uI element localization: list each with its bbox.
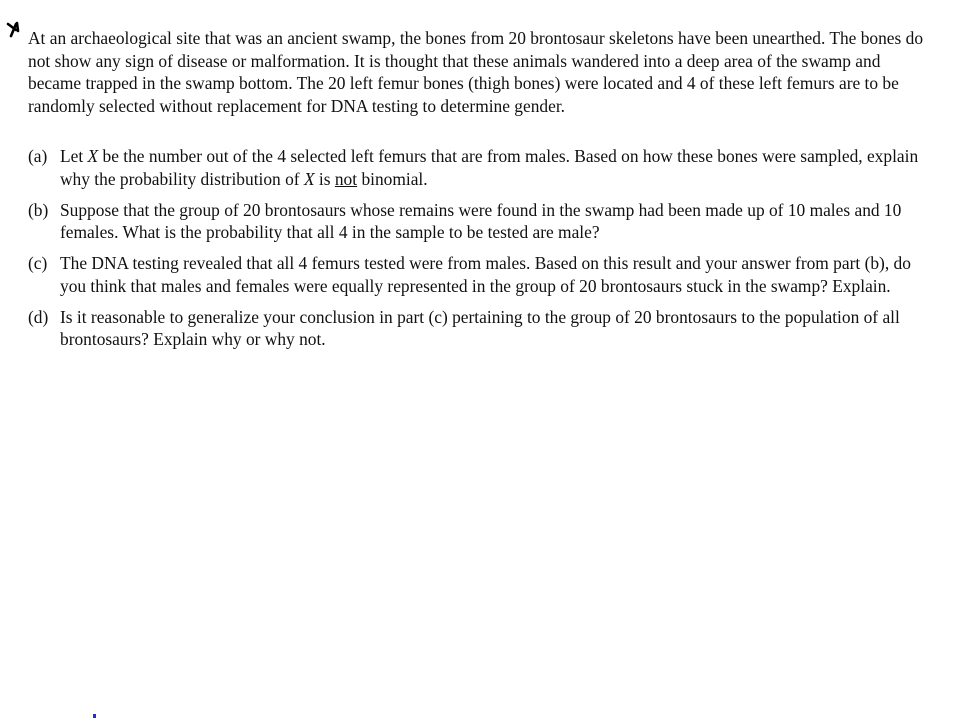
problem-intro: At an archaeological site that was an ancient swamp, the bones from 20 brontosaur skeletons have been unearthed. The bones do not show any sign of disease or malformation. It is thought that these animals wandered into a deep area of the swamp and became trapped in the swamp bottom. The 20 left femur bones (thigh bones) were located and 4 of these left femurs are to be randomly selected without replacement for DNA testing to determine gender.: [28, 28, 924, 116]
part-d-text: Is it reasonable to generalize your conclusion in part (c) pertaining to the group of 20 brontosaurs to the population of all brontosaurs? Explain why or why not.: [60, 306, 900, 349]
part-a-text: [60, 146, 918, 189]
part-a-text-2: be the number out of the 4 selected left femurs that are from males. Based on how these bones were sampled, explain why the probability distribution of: [60, 146, 919, 189]
part-c-text: The DNA testing revealed that all 4 femurs tested were from males. Based on this result and your answer from part (b), do you think that males and females were equally represented in the group of 20 brontosaurs stuck in the swamp? Explain.: [60, 253, 911, 296]
problem-parts: [28, 145, 928, 359]
part-b-text: Suppose that the group of 20 brontosaurs whose remains were found in the swamp had been made up of 10 males and 10 females. What is the probability that all 4 in the sample to be tested are male?: [60, 199, 902, 242]
part-b: [28, 199, 928, 244]
part-d: [28, 306, 928, 351]
pen-star-icon: [5, 20, 25, 40]
part-c: [28, 252, 928, 297]
blue-dot-icon: [92, 714, 98, 718]
variable-x: X: [87, 146, 99, 166]
part-a: [28, 145, 928, 190]
part-a-text-3: is: [314, 168, 335, 189]
part-a-text-4: binomial.: [357, 168, 428, 189]
part-label: (b): [28, 199, 49, 220]
part-a-text-1: Let: [60, 146, 88, 166]
part-label: (c): [28, 253, 48, 273]
variable-x: X: [303, 168, 315, 189]
part-label: (d): [28, 306, 49, 327]
part-label: (a): [28, 146, 48, 166]
underlined-not: not: [334, 168, 358, 189]
